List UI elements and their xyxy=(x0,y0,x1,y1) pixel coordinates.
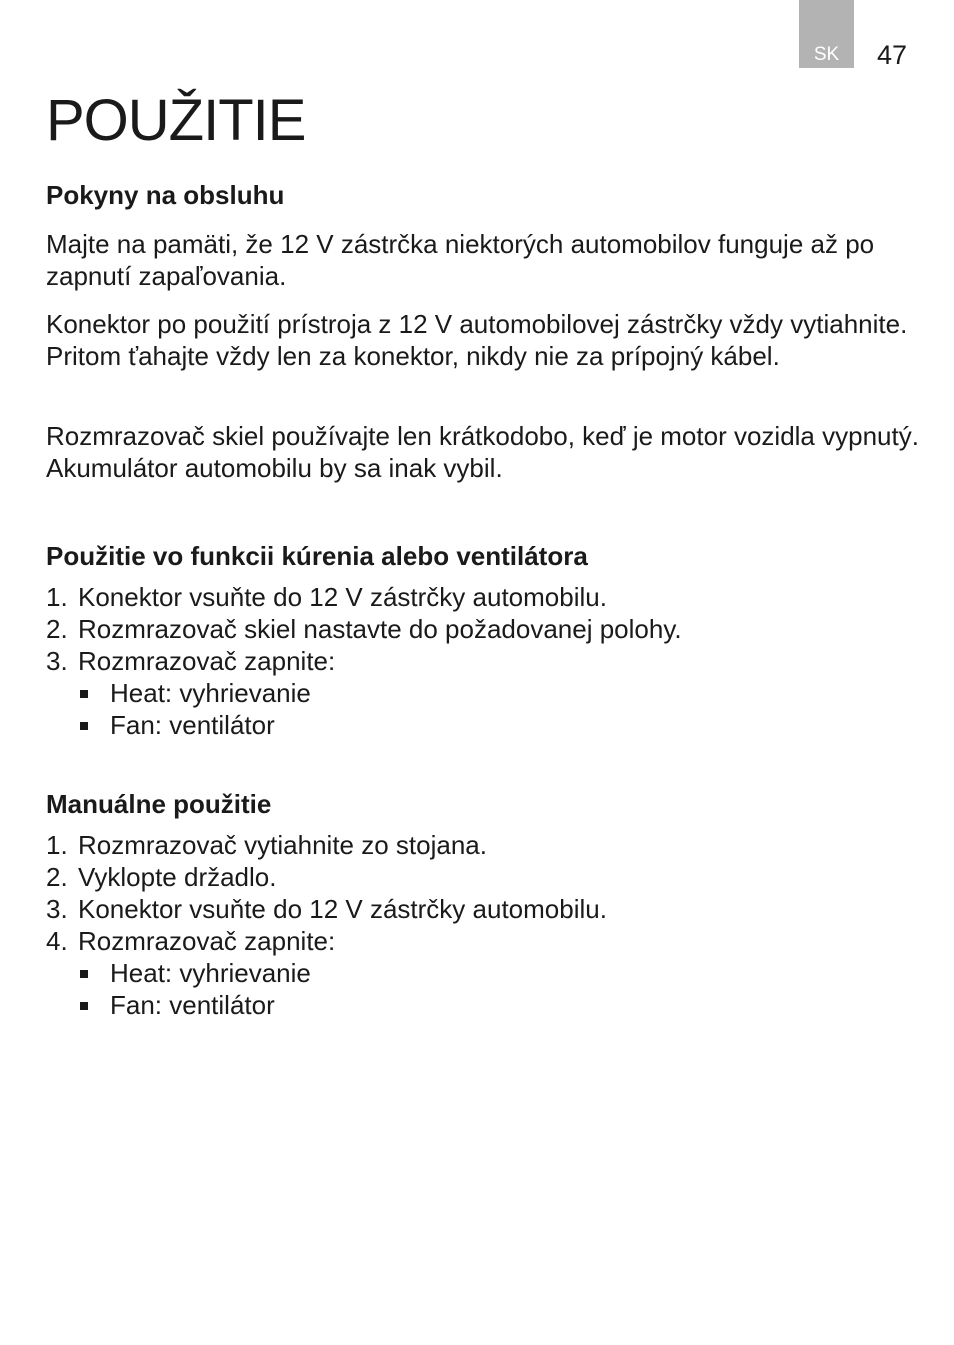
manual-use-steps-list xyxy=(46,829,607,1021)
page-title: POUŽITIE xyxy=(46,88,306,153)
list-item: 3. Rozmrazovač zapnite: xyxy=(46,646,336,676)
section-heading-manual-use: Manuálne použitie xyxy=(46,789,272,819)
list-item: 1. Rozmrazovač vytiahnite zo stojana. xyxy=(46,830,487,860)
list-item: 4. Rozmrazovač zapnite: xyxy=(46,926,336,956)
heating-fan-steps-list xyxy=(46,581,682,741)
paragraph-battery-note: Rozmrazovač skiel používajte len krátkodobo, keď je motor vozidla vypnutý. Akumulátor automobilu by sa inak vybil. xyxy=(46,421,919,483)
list-item: Fan: ventilátor xyxy=(46,709,682,741)
square-bullet-icon xyxy=(78,709,110,741)
section-heading-operating-instructions: Pokyny na obsluhu xyxy=(46,180,285,210)
list-item: 2. Rozmrazovač skiel nastavte do požadovanej polohy. xyxy=(46,614,682,644)
square-bullet-icon xyxy=(78,989,110,1021)
paragraph-connector-note: Konektor po použití prístroja z 12 V automobilovej zástrčky vždy vytiahnite. Pritom ťahajte vždy len za konektor, nikdy nie za prípojný kábel. xyxy=(46,309,908,371)
list-item: Heat: vyhrievanie xyxy=(46,677,682,709)
list-item: 3. Konektor vsuňte do 12 V zástrčky automobilu. xyxy=(46,894,607,924)
square-bullet-icon xyxy=(78,957,110,989)
page-number: 47 xyxy=(877,40,908,70)
list-item: Heat: vyhrievanie xyxy=(46,957,607,989)
language-tab: SK xyxy=(799,0,854,68)
list-item: Fan: ventilátor xyxy=(46,989,607,1021)
paragraph-ignition-note: Majte na pamäti, že 12 V zástrčka niektorých automobilov funguje až po zapnutí zapaľovania. xyxy=(46,229,875,291)
section-heading-heating-fan-use: Použitie vo funkcii kúrenia alebo ventilátora xyxy=(46,541,588,571)
square-bullet-icon xyxy=(78,677,110,709)
list-item: 1. Konektor vsuňte do 12 V zástrčky automobilu. xyxy=(46,582,607,612)
list-item: 2. Vyklopte držadlo. xyxy=(46,862,277,892)
